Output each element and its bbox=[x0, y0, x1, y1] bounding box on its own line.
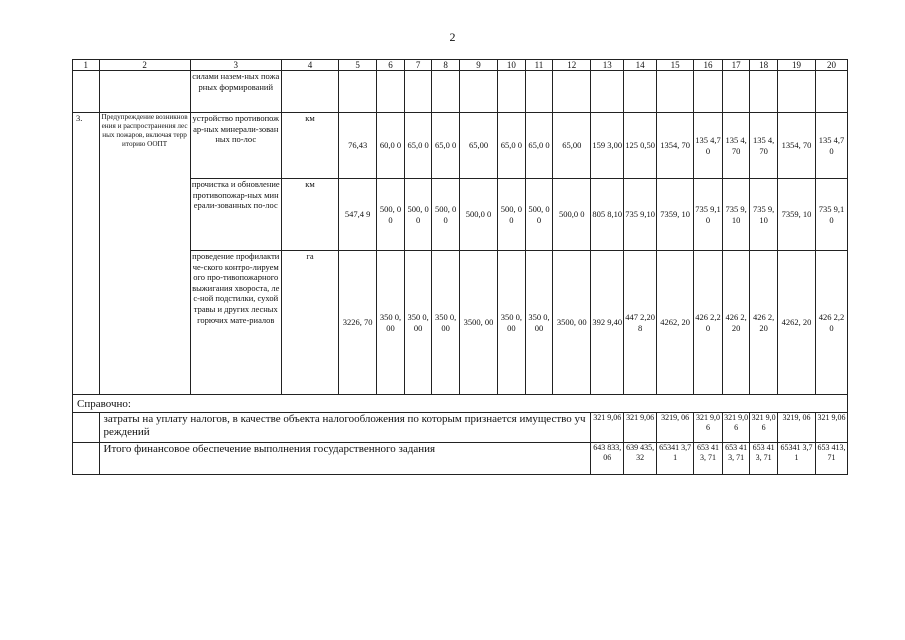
unit-cell: га bbox=[281, 251, 338, 395]
value-cell: 735 9,10 bbox=[816, 179, 848, 251]
table-cell bbox=[404, 71, 432, 113]
value-cell: 321 9,06 bbox=[624, 413, 657, 443]
value-cell: 426 2,20 bbox=[722, 251, 750, 395]
value-cell: 65341 3,71 bbox=[777, 443, 815, 475]
unit-cell: км bbox=[281, 113, 338, 179]
value-cell: 350 0,00 bbox=[404, 251, 432, 395]
value-cell: 65,00 bbox=[553, 113, 591, 179]
header-cell: 3 bbox=[190, 60, 281, 71]
value-cell: 392 9,40 bbox=[591, 251, 624, 395]
activity-cell: проведение профилактиче-ского контро-лируемого про-тивопожарного выжигания хвороста, лес-ной подстилки, сухой травы и других лесных горючих мате-риалов bbox=[190, 251, 281, 395]
reference-row bbox=[73, 413, 848, 443]
value-cell: 321 9,06 bbox=[750, 413, 778, 443]
header-cell: 8 bbox=[432, 60, 460, 71]
value-cell: 3219, 06 bbox=[657, 413, 694, 443]
continuation-row bbox=[73, 71, 848, 113]
value-cell: 653 413, 71 bbox=[750, 443, 778, 475]
section-number: 3. bbox=[73, 113, 100, 395]
value-cell: 735 9,10 bbox=[694, 179, 723, 251]
activity-cell: силами назем-ных пожарных формирований bbox=[190, 71, 281, 113]
value-cell: 735 9,10 bbox=[624, 179, 657, 251]
reference-row bbox=[73, 443, 848, 475]
value-cell: 4262, 20 bbox=[657, 251, 694, 395]
value-cell: 447 2,20 8 bbox=[624, 251, 657, 395]
header-cell: 7 bbox=[404, 60, 432, 71]
value-cell: 500, 00 bbox=[377, 179, 405, 251]
header-cell: 9 bbox=[459, 60, 497, 71]
header-cell: 20 bbox=[816, 60, 848, 71]
table-cell bbox=[339, 71, 377, 113]
value-cell: 135 4,70 bbox=[750, 113, 778, 179]
value-cell: 426 2,20 bbox=[750, 251, 778, 395]
activity-cell: устройство противопожар-ных минерали-зованных по-лос bbox=[190, 113, 281, 179]
value-cell: 3226, 70 bbox=[339, 251, 377, 395]
activity-row bbox=[73, 113, 848, 179]
table-cell bbox=[432, 71, 460, 113]
value-cell: 4262, 20 bbox=[777, 251, 815, 395]
section-name: Предупреждение возникновения и распространения лесных пожаров, включая территорию ООПТ bbox=[99, 113, 190, 395]
value-cell: 500, 00 bbox=[525, 179, 553, 251]
value-cell: 60,0 0 bbox=[377, 113, 405, 179]
table-cell bbox=[377, 71, 405, 113]
value-cell: 3500, 00 bbox=[553, 251, 591, 395]
value-cell: 653 413, 71 bbox=[694, 443, 723, 475]
value-cell: 426 2,20 bbox=[694, 251, 723, 395]
table-cell bbox=[73, 413, 100, 443]
table-cell bbox=[591, 71, 624, 113]
header-cell: 10 bbox=[498, 60, 526, 71]
header-cell: 6 bbox=[377, 60, 405, 71]
value-cell: 500,0 0 bbox=[459, 179, 497, 251]
header-cell: 13 bbox=[591, 60, 624, 71]
table-cell bbox=[73, 443, 100, 475]
value-cell: 643 833, 06 bbox=[591, 443, 624, 475]
value-cell: 735 9,10 bbox=[750, 179, 778, 251]
header-cell: 12 bbox=[553, 60, 591, 71]
value-cell: 350 0,00 bbox=[377, 251, 405, 395]
value-cell: 350 0,00 bbox=[498, 251, 526, 395]
value-cell: 500, 00 bbox=[498, 179, 526, 251]
reference-label: Итого финансовое обеспечение выполнения государственного задания bbox=[99, 443, 591, 475]
table-cell bbox=[525, 71, 553, 113]
value-cell: 7359, 10 bbox=[657, 179, 694, 251]
table-cell bbox=[459, 71, 497, 113]
page-number: 2 bbox=[449, 30, 456, 44]
value-cell: 65,00 bbox=[459, 113, 497, 179]
value-cell: 65,0 0 bbox=[525, 113, 553, 179]
activity-cell: прочистка и обновление противопожар-ных минерали-зованных по-лос bbox=[190, 179, 281, 251]
table-cell bbox=[498, 71, 526, 113]
header-cell: 11 bbox=[525, 60, 553, 71]
table-cell bbox=[624, 71, 657, 113]
value-cell: 65,0 0 bbox=[432, 113, 460, 179]
header-cell: 5 bbox=[339, 60, 377, 71]
table-cell bbox=[777, 71, 815, 113]
reference-title: Справочно: bbox=[73, 395, 848, 413]
table-cell bbox=[73, 71, 100, 113]
value-cell: 135 4,70 bbox=[816, 113, 848, 179]
budget-table bbox=[72, 59, 848, 475]
value-cell: 65,0 0 bbox=[498, 113, 526, 179]
unit-cell: км bbox=[281, 179, 338, 251]
table-cell bbox=[99, 71, 190, 113]
value-cell: 500, 00 bbox=[404, 179, 432, 251]
table-cell bbox=[816, 71, 848, 113]
value-cell: 805 8,10 bbox=[591, 179, 624, 251]
value-cell: 125 0,50 bbox=[624, 113, 657, 179]
value-cell: 639 435, 32 bbox=[624, 443, 657, 475]
header-cell: 19 bbox=[777, 60, 815, 71]
table-cell bbox=[281, 71, 338, 113]
header-cell: 2 bbox=[99, 60, 190, 71]
value-cell: 653 413, 71 bbox=[816, 443, 848, 475]
header-row bbox=[73, 60, 848, 71]
value-cell: 547,4 9 bbox=[339, 179, 377, 251]
header-cell: 18 bbox=[750, 60, 778, 71]
value-cell: 500, 00 bbox=[432, 179, 460, 251]
header-cell: 4 bbox=[281, 60, 338, 71]
header-cell: 15 bbox=[657, 60, 694, 71]
value-cell: 65,0 0 bbox=[404, 113, 432, 179]
value-cell: 7359, 10 bbox=[777, 179, 815, 251]
value-cell: 159 3,00 bbox=[591, 113, 624, 179]
value-cell: 135 4,70 bbox=[722, 113, 750, 179]
table-cell bbox=[553, 71, 591, 113]
header-cell: 17 bbox=[722, 60, 750, 71]
value-cell: 735 9,10 bbox=[722, 179, 750, 251]
header-cell: 16 bbox=[694, 60, 723, 71]
value-cell: 350 0,00 bbox=[525, 251, 553, 395]
table-cell bbox=[657, 71, 694, 113]
value-cell: 135 4,70 bbox=[694, 113, 723, 179]
value-cell: 653 413, 71 bbox=[722, 443, 750, 475]
value-cell: 350 0,00 bbox=[432, 251, 460, 395]
value-cell: 321 9,06 bbox=[591, 413, 624, 443]
header-cell: 1 bbox=[73, 60, 100, 71]
table-cell bbox=[750, 71, 778, 113]
value-cell: 321 9,06 bbox=[694, 413, 723, 443]
value-cell: 65341 3,71 bbox=[657, 443, 694, 475]
table-cell bbox=[694, 71, 723, 113]
value-cell: 1354, 70 bbox=[657, 113, 694, 179]
value-cell: 426 2,20 bbox=[816, 251, 848, 395]
value-cell: 3500, 00 bbox=[459, 251, 497, 395]
reference-label: затраты на уплату налогов, в качестве объекта налогообложения по которым признается имущество учреждений bbox=[99, 413, 591, 443]
value-cell: 1354, 70 bbox=[777, 113, 815, 179]
value-cell: 76,43 bbox=[339, 113, 377, 179]
table-cell bbox=[722, 71, 750, 113]
value-cell: 500,0 0 bbox=[553, 179, 591, 251]
table-body bbox=[73, 60, 848, 475]
value-cell: 321 9,06 bbox=[816, 413, 848, 443]
value-cell: 321 9,06 bbox=[722, 413, 750, 443]
header-cell: 14 bbox=[624, 60, 657, 71]
reference-title-row bbox=[73, 395, 848, 413]
value-cell: 3219, 06 bbox=[777, 413, 815, 443]
